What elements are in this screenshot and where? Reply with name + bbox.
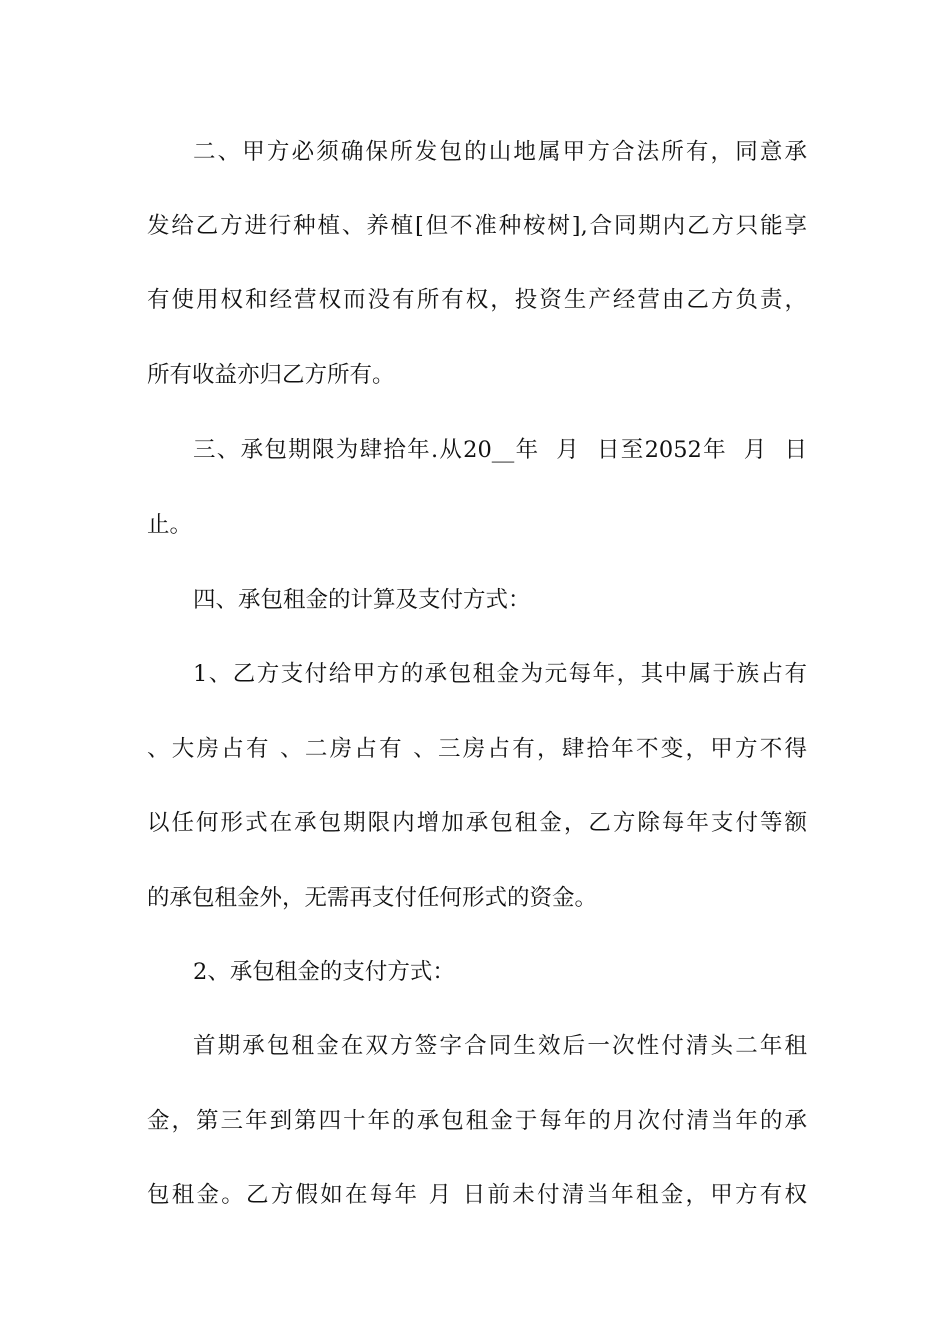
payment-paragraph-line-2: 金，第三年到第四十年的承包租金于每年的月次付清当年的承	[147, 1108, 807, 1134]
clause-1-line-4: 的承包租金外，无需再支付任何形式的资金。	[147, 885, 598, 911]
paragraph-2-line-3: 有使用权和经营权而没有所有权，投资生产经营由乙方负责，	[147, 287, 807, 313]
clause-1-line-3: 以任何形式在承包期限内增加承包租金，乙方除每年支付等额	[147, 810, 807, 836]
paragraph-2-line-4: 所有收益亦归乙方所有。	[147, 362, 395, 388]
paragraph-3-line-2: 止。	[147, 512, 193, 538]
paragraph-3-line-1: 三、承包期限为肆拾年.从20__年 月 日至2052年 月 日	[193, 437, 807, 463]
clause-1-line-2: 、大房占有 、二房占有 、三房占有，肆拾年不变，甲方不得	[147, 736, 807, 762]
paragraph-2-line-2: 发给乙方进行种植、养植[但不准种桉树],合同期内乙方只能享	[147, 213, 807, 239]
payment-paragraph-line-3: 包租金。乙方假如在每年 月 日前未付清当年租金，甲方有权	[147, 1182, 807, 1208]
clause-2-heading: 2、承包租金的支付方式：	[193, 959, 455, 985]
paragraph-2-line-1: 二、甲方必须确保所发包的山地属甲方合法所有，同意承	[193, 139, 807, 165]
clause-1-line-1: 1、乙方支付给甲方的承包租金为元每年，其中属于族占有	[193, 661, 807, 687]
paragraph-4-heading: 四、承包租金的计算及支付方式：	[193, 587, 531, 613]
payment-paragraph-line-1: 首期承包租金在双方签字合同生效后一次性付清头二年租	[193, 1033, 807, 1059]
